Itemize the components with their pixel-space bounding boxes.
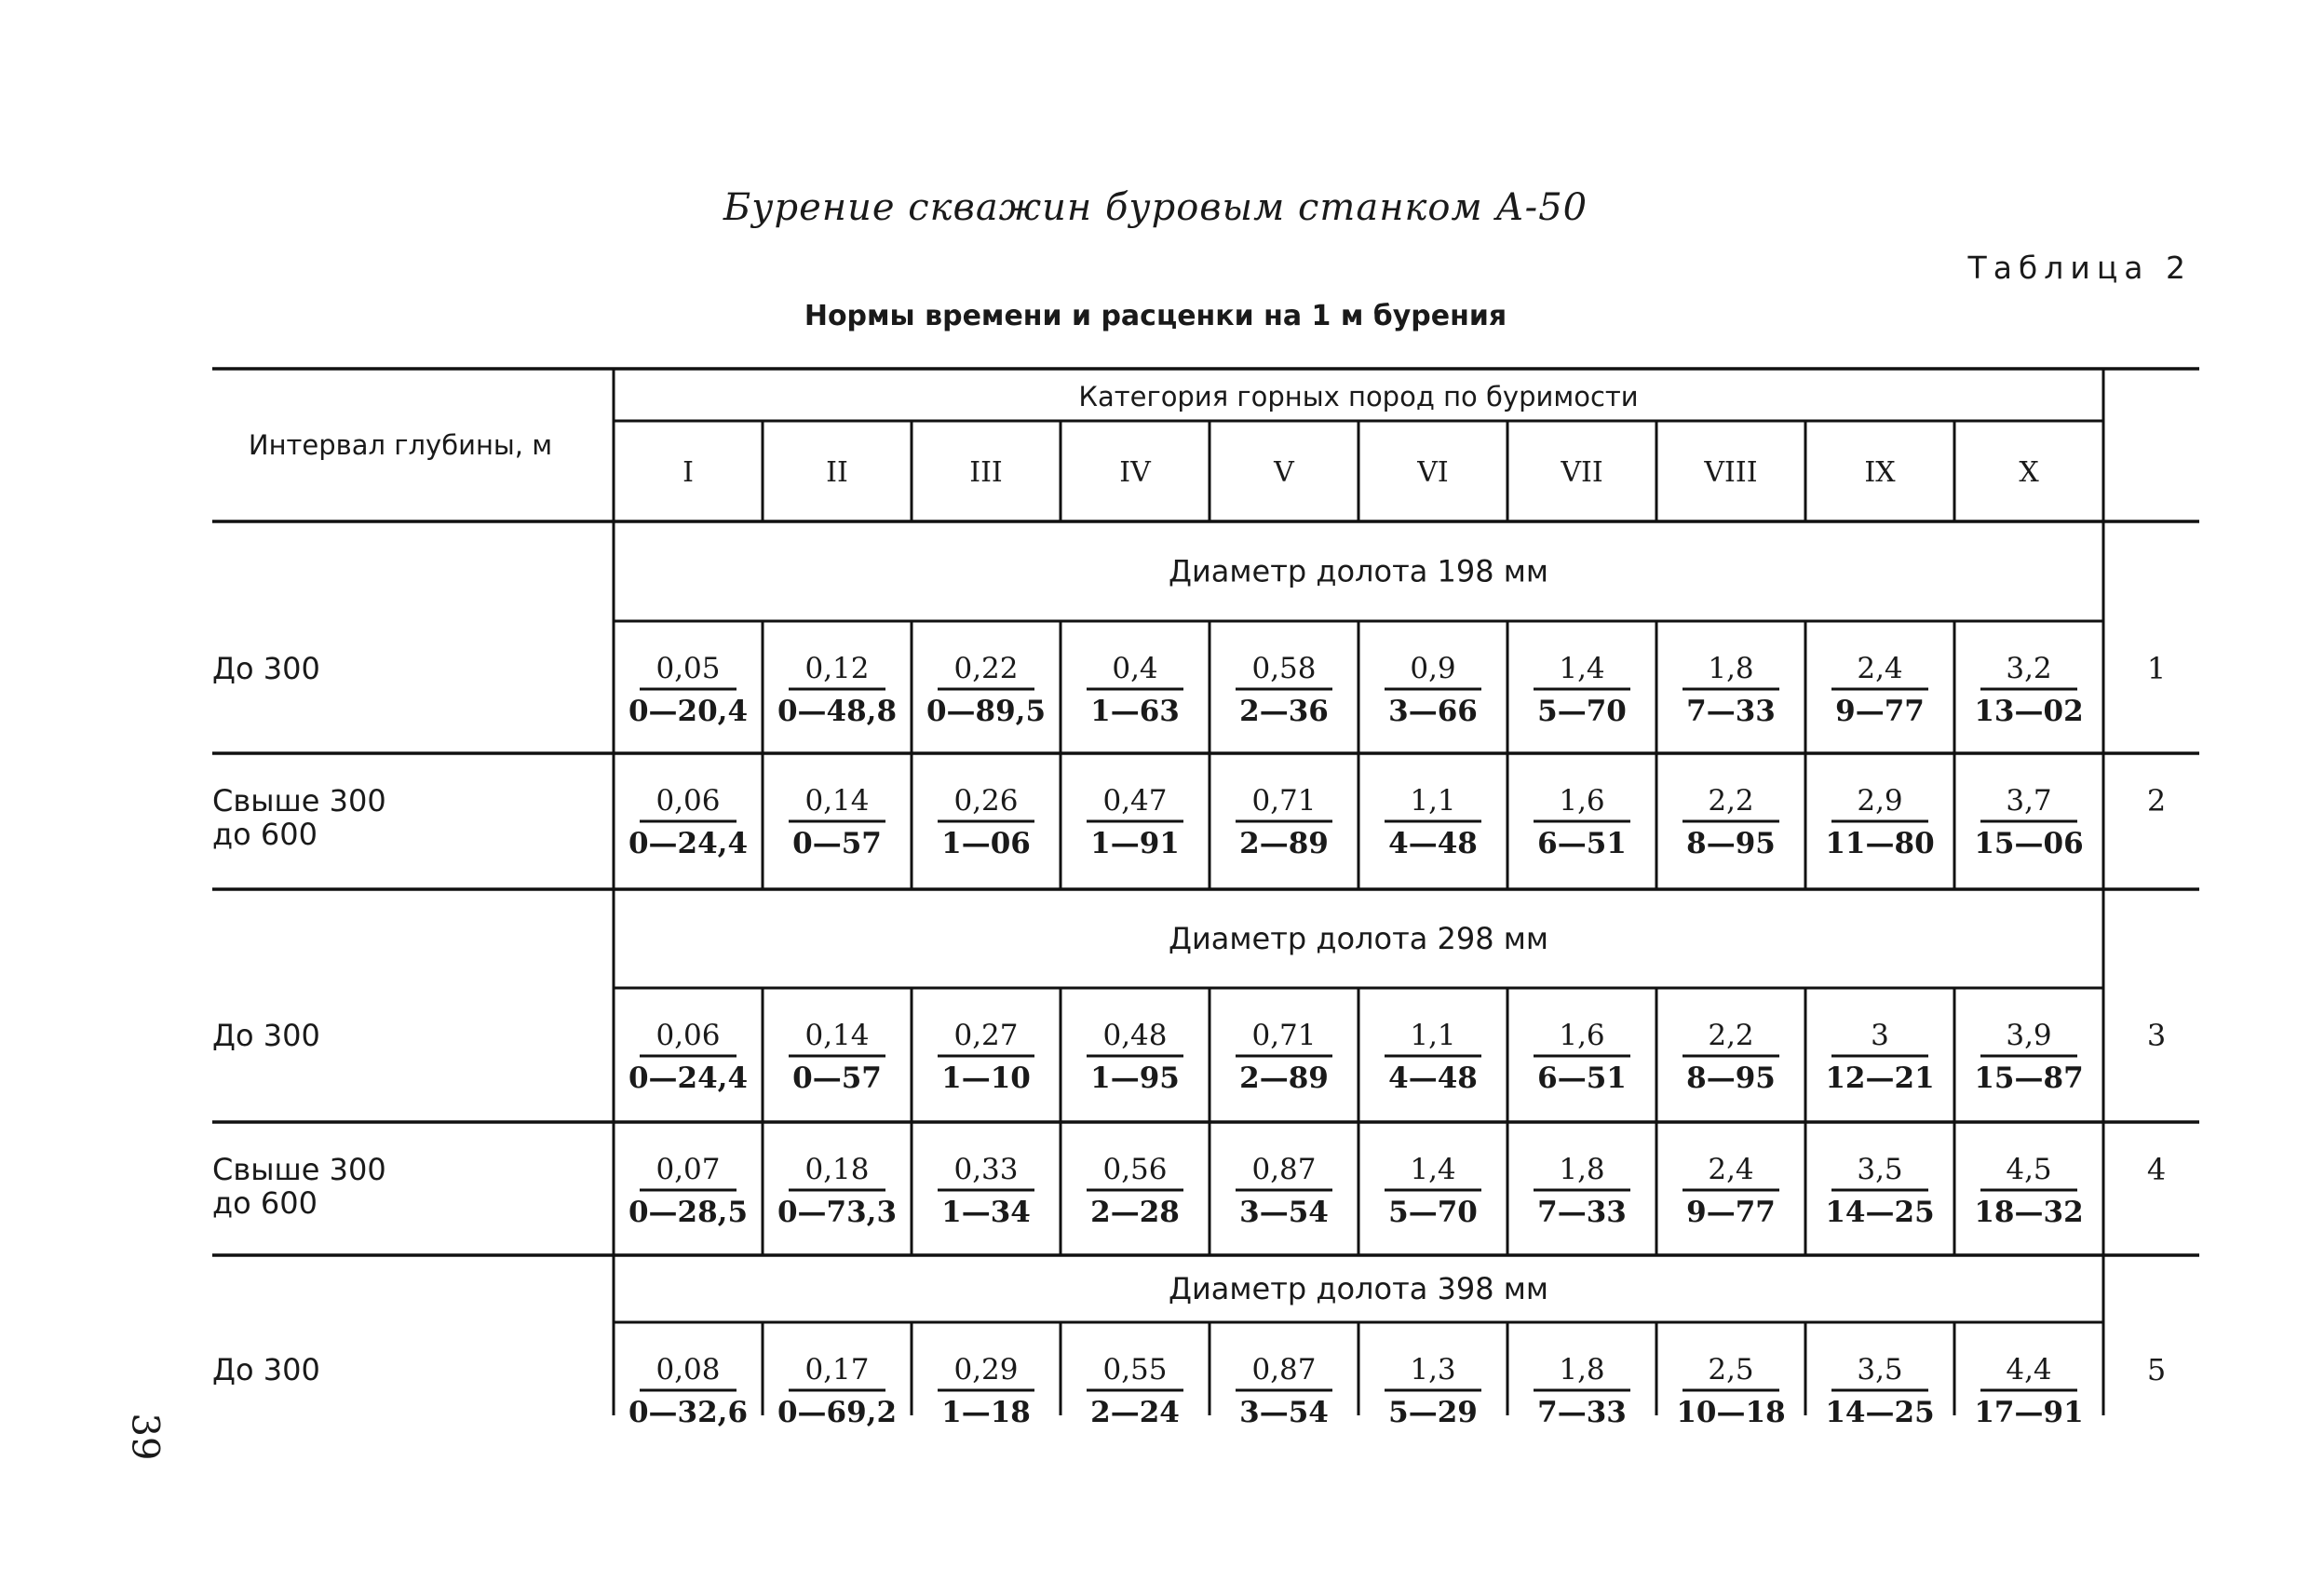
- norm-time-value: 2,5: [1708, 1353, 1754, 1386]
- rate-value: 0—24,4: [628, 827, 749, 860]
- rate-value: 1—63: [1090, 695, 1180, 728]
- rate-value: 9—77: [1686, 1196, 1776, 1229]
- norm-time-value: 1,3: [1410, 1353, 1456, 1386]
- norm-time-value: 0,58: [1251, 652, 1317, 685]
- rate-value: 17—91: [1974, 1396, 2084, 1429]
- table-caption: Нормы времени и расценки на 1 м бурения: [804, 300, 1507, 332]
- rate-value: 1—91: [1090, 827, 1180, 860]
- table-label: Таблица 2: [1967, 250, 2192, 286]
- norm-time-value: 2,4: [1857, 652, 1903, 685]
- norm-time-value: 0,33: [953, 1153, 1019, 1186]
- norm-time-value: 0,26: [953, 784, 1019, 818]
- category-roman-2: II: [826, 456, 848, 489]
- norm-time-value: 0,27: [953, 1019, 1019, 1052]
- rate-value: 3—54: [1239, 1396, 1329, 1429]
- rate-value: 2—36: [1239, 695, 1329, 728]
- norm-time-value: 3,7: [2006, 784, 2052, 818]
- norm-time-value: 1,6: [1559, 784, 1605, 818]
- norm-time-value: 0,05: [655, 652, 721, 685]
- depth-interval-label: Свыше 300: [212, 1152, 386, 1187]
- rate-value: 13—02: [1974, 695, 2084, 728]
- rate-value: 6—51: [1537, 827, 1627, 860]
- category-roman-6: VI: [1417, 456, 1449, 489]
- norm-time-value: 1,4: [1559, 652, 1605, 685]
- norm-time-value: 1,8: [1559, 1153, 1605, 1186]
- rate-value: 2—89: [1239, 1062, 1329, 1095]
- rate-value: 5—29: [1388, 1396, 1478, 1429]
- row-number: 2: [2146, 783, 2167, 818]
- norm-time-value: 0,22: [953, 652, 1019, 685]
- rate-value: 1—34: [941, 1196, 1031, 1229]
- norm-time-value: 0,29: [953, 1353, 1019, 1386]
- norm-time-value: 0,07: [655, 1153, 721, 1186]
- category-roman-8: VIII: [1704, 456, 1758, 489]
- norm-time-value: 2,2: [1708, 1019, 1754, 1052]
- depth-interval-label: До 300: [212, 1018, 320, 1053]
- rate-value: 4—48: [1388, 1062, 1478, 1095]
- norm-time-value: 4,5: [2006, 1153, 2052, 1186]
- rate-value: 9—77: [1835, 695, 1925, 728]
- norm-time-value: 0,87: [1251, 1153, 1317, 1186]
- category-roman-7: VII: [1561, 456, 1603, 489]
- rate-value: 1—95: [1090, 1062, 1180, 1095]
- norm-time-value: 0,12: [804, 652, 870, 685]
- rate-value: 7—33: [1537, 1396, 1627, 1429]
- rate-value: 15—87: [1974, 1062, 2084, 1095]
- norm-time-value: 0,4: [1112, 652, 1158, 685]
- rate-value: 0—57: [792, 1062, 882, 1095]
- rate-value: 0—32,6: [628, 1396, 749, 1429]
- row-number: 1: [2146, 651, 2167, 686]
- norm-time-value: 0,14: [804, 1019, 870, 1052]
- rate-value: 0—57: [792, 827, 882, 860]
- rate-value: 5—70: [1388, 1196, 1478, 1229]
- rate-value: 0—24,4: [628, 1062, 749, 1095]
- rate-value: 5—70: [1537, 695, 1627, 728]
- norm-time-value: 2,9: [1857, 784, 1903, 818]
- norm-time-value: 0,06: [655, 784, 721, 818]
- category-roman-3: III: [969, 456, 1003, 489]
- depth-interval-label: До 300: [212, 1352, 320, 1387]
- depth-header: Интервал глубины, м: [248, 429, 553, 461]
- rate-value: 1—06: [941, 827, 1031, 860]
- rate-value: 7—33: [1537, 1196, 1627, 1229]
- norm-time-value: 0,71: [1251, 1019, 1317, 1052]
- page-title: Бурение скважин буровым станком А-50: [723, 186, 1588, 229]
- norm-time-value: 0,06: [655, 1019, 721, 1052]
- rate-value: 15—06: [1974, 827, 2084, 860]
- rate-value: 12—21: [1825, 1062, 1935, 1095]
- norm-time-value: 1,1: [1410, 784, 1456, 818]
- rate-value: 1—18: [941, 1396, 1031, 1429]
- category-roman-1: I: [682, 456, 694, 489]
- category-roman-5: V: [1274, 456, 1294, 489]
- rate-value: 0—69,2: [777, 1396, 898, 1429]
- norm-time-value: 1,8: [1559, 1353, 1605, 1386]
- rate-value: 14—25: [1825, 1396, 1935, 1429]
- norm-time-value: 0,14: [804, 784, 870, 818]
- norm-time-value: 3,9: [2006, 1019, 2052, 1052]
- rate-value: 0—20,4: [628, 695, 749, 728]
- rate-value: 2—28: [1090, 1196, 1180, 1229]
- diameter-label: Диаметр долота 298 мм: [1168, 921, 1549, 956]
- norm-time-value: 3,2: [2006, 652, 2052, 685]
- norm-time-value: 3,5: [1857, 1153, 1903, 1186]
- norm-time-value: 1,8: [1708, 652, 1754, 685]
- rate-value: 3—66: [1388, 695, 1478, 728]
- diameter-label: Диаметр долота 198 мм: [1168, 553, 1549, 589]
- rate-value: 18—32: [1974, 1196, 2084, 1229]
- rate-value: 14—25: [1825, 1196, 1935, 1229]
- row-number: 5: [2146, 1352, 2167, 1387]
- rate-value: 0—73,3: [777, 1196, 898, 1229]
- rate-value: 2—24: [1090, 1396, 1180, 1429]
- category-header: Категория горных пород по буримости: [1078, 381, 1639, 413]
- norm-time-value: 0,56: [1102, 1153, 1168, 1186]
- norm-time-value: 4,4: [2006, 1353, 2052, 1386]
- norm-time-value: 0,47: [1102, 784, 1168, 818]
- norm-time-value: 0,87: [1251, 1353, 1317, 1386]
- rate-value: 1—10: [941, 1062, 1031, 1095]
- depth-interval-label-2: до 600: [212, 817, 318, 852]
- depth-interval-label: Свыше 300: [212, 783, 386, 818]
- category-roman-4: IV: [1119, 456, 1151, 489]
- norm-time-value: 0,55: [1102, 1353, 1168, 1386]
- norm-time-value: 0,71: [1251, 784, 1317, 818]
- depth-interval-label: До 300: [212, 651, 320, 686]
- norm-time-value: 0,48: [1102, 1019, 1168, 1052]
- diameter-label: Диаметр долота 398 мм: [1168, 1271, 1549, 1306]
- norm-time-value: 0,08: [655, 1353, 721, 1386]
- rate-value: 7—33: [1686, 695, 1776, 728]
- rate-value: 10—18: [1676, 1396, 1786, 1429]
- page-number: 39: [123, 1413, 167, 1461]
- rate-value: 2—89: [1239, 827, 1329, 860]
- norm-time-value: 0,17: [804, 1353, 870, 1386]
- rate-value: 0—48,8: [777, 695, 898, 728]
- rate-value: 8—95: [1686, 1062, 1776, 1095]
- norm-time-value: 2,2: [1708, 784, 1754, 818]
- rate-value: 3—54: [1239, 1196, 1329, 1229]
- row-number: 3: [2146, 1018, 2167, 1053]
- norm-time-value: 1,1: [1410, 1019, 1456, 1052]
- rate-value: 8—95: [1686, 827, 1776, 860]
- category-roman-9: IX: [1864, 456, 1896, 489]
- depth-interval-label-2: до 600: [212, 1185, 318, 1221]
- category-roman-10: X: [2019, 456, 2039, 489]
- norm-time-value: 3,5: [1857, 1353, 1903, 1386]
- norm-time-value: 1,6: [1559, 1019, 1605, 1052]
- norm-time-value: 0,9: [1410, 652, 1456, 685]
- rate-value: 4—48: [1388, 827, 1478, 860]
- row-number: 4: [2146, 1152, 2167, 1187]
- rate-value: 0—28,5: [628, 1196, 749, 1229]
- rate-value: 6—51: [1537, 1062, 1627, 1095]
- rate-value: 11—80: [1825, 827, 1935, 860]
- rate-value: 0—89,5: [926, 695, 1047, 728]
- norm-time-value: 3: [1871, 1019, 1889, 1052]
- norm-time-value: 1,4: [1410, 1153, 1456, 1186]
- norm-time-value: 0,18: [804, 1153, 870, 1186]
- norm-time-value: 2,4: [1708, 1153, 1754, 1186]
